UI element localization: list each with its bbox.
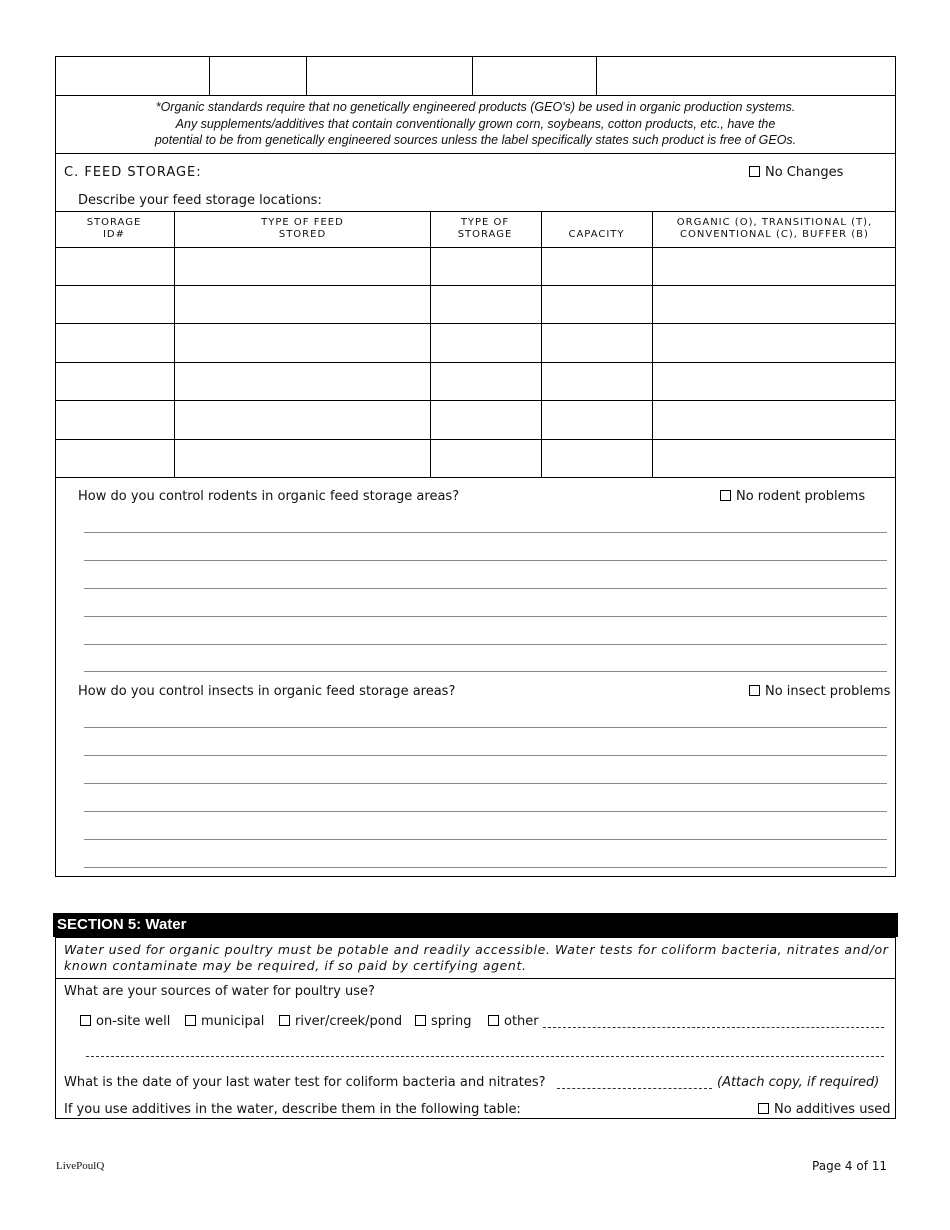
water-sources-question: What are your sources of water for poultry use? bbox=[64, 984, 375, 999]
source-option-spring[interactable] bbox=[415, 1014, 471, 1029]
table-column-rule bbox=[430, 211, 431, 478]
geo-note bbox=[55, 99, 896, 149]
municipal-checkbox[interactable] bbox=[185, 1015, 196, 1026]
river-label: river/creek/pond bbox=[295, 1014, 403, 1029]
no-changes-checkbox[interactable] bbox=[749, 166, 760, 177]
insect-answer-line[interactable] bbox=[84, 867, 887, 868]
additives-question: If you use additives in the water, describe them in the following table: bbox=[64, 1102, 521, 1117]
no-insect-label: No insect problems bbox=[765, 684, 891, 699]
water-sources-blank[interactable] bbox=[86, 1056, 884, 1057]
attach-copy-note: (Attach copy, if required) bbox=[717, 1075, 880, 1090]
no-additives-label: No additives used bbox=[774, 1102, 891, 1117]
insect-answer-line[interactable] bbox=[84, 727, 887, 728]
rodent-answer-line[interactable] bbox=[84, 588, 887, 589]
top-table-row bbox=[55, 56, 896, 96]
table-column-rule bbox=[541, 211, 542, 478]
rodent-answer-line[interactable] bbox=[84, 671, 887, 672]
page-number: Page 4 of 11 bbox=[812, 1159, 887, 1173]
onsite-well-label: on-site well bbox=[96, 1014, 171, 1029]
no-rodent-checkbox[interactable] bbox=[720, 490, 731, 501]
source-option-other[interactable] bbox=[488, 1014, 539, 1029]
geo-note-line2: Any supplements/additives that contain conventionally grown corn, soybeans, cotton products, etc., have the bbox=[175, 116, 776, 131]
section5-intro-rule bbox=[55, 978, 896, 979]
feed-storage-title: C. FEED STORAGE: bbox=[64, 165, 202, 180]
top-table-divider bbox=[209, 56, 210, 96]
source-option-municipal[interactable] bbox=[185, 1014, 264, 1029]
geo-note-line3: potential to be from genetically engineered sources unless the label specifically states such product is free of GEOs. bbox=[154, 133, 797, 147]
form-code: LivePoulQ bbox=[56, 1160, 105, 1172]
section5-title: SECTION 5: Water bbox=[57, 916, 187, 933]
municipal-label: municipal bbox=[201, 1014, 265, 1029]
col-header-status: ORGANIC (O), TRANSITIONAL (T), CONVENTIONAL (C), BUFFER (B) bbox=[676, 217, 873, 240]
col-header-feed-type: TYPE OF FEED STORED bbox=[261, 217, 344, 240]
spring-checkbox[interactable] bbox=[415, 1015, 426, 1026]
top-table-divider bbox=[306, 56, 307, 96]
onsite-well-checkbox[interactable] bbox=[80, 1015, 91, 1026]
spring-label: spring bbox=[431, 1014, 472, 1029]
section5-header bbox=[53, 913, 898, 937]
table-row-rule bbox=[55, 323, 896, 324]
top-table-divider bbox=[472, 56, 473, 96]
source-option-river[interactable] bbox=[279, 1014, 402, 1029]
table-row-rule bbox=[55, 439, 896, 440]
water-test-question: What is the date of your last water test for coliform bacteria and nitrates? bbox=[64, 1075, 546, 1090]
other-checkbox[interactable] bbox=[488, 1015, 499, 1026]
insect-question: How do you control insects in organic feed storage areas? bbox=[78, 684, 456, 699]
rodent-question: How do you control rodents in organic feed storage areas? bbox=[78, 489, 460, 504]
table-row-rule bbox=[55, 285, 896, 286]
insect-answer-line[interactable] bbox=[84, 839, 887, 840]
col-header-capacity: CAPACITY bbox=[568, 229, 625, 240]
river-checkbox[interactable] bbox=[279, 1015, 290, 1026]
storage-table-header-rule bbox=[55, 247, 896, 248]
no-additives-checkbox[interactable] bbox=[758, 1103, 769, 1114]
top-table-divider bbox=[596, 56, 597, 96]
source-option-onsite-well[interactable] bbox=[80, 1014, 170, 1029]
rodent-answer-line[interactable] bbox=[84, 532, 887, 533]
rodent-answer-line[interactable] bbox=[84, 644, 887, 645]
insect-answer-line[interactable] bbox=[84, 755, 887, 756]
section5-intro: Water used for organic poultry must be potable and readily accessible. Water tests for coliform bacteria, nitrates and/or known contaminate may be required, if so paid by certifying agent. bbox=[64, 942, 889, 973]
table-column-rule bbox=[652, 211, 653, 478]
describe-storage-label: Describe your feed storage locations: bbox=[78, 193, 322, 208]
other-label: other bbox=[504, 1014, 539, 1029]
insect-answer-line[interactable] bbox=[84, 783, 887, 784]
no-insect-checkbox[interactable] bbox=[749, 685, 760, 696]
storage-table bbox=[55, 211, 896, 478]
rodent-answer-line[interactable] bbox=[84, 560, 887, 561]
water-test-date-blank[interactable] bbox=[557, 1088, 712, 1089]
table-row-rule bbox=[55, 400, 896, 401]
col-header-storage-type: TYPE OF STORAGE bbox=[457, 217, 513, 240]
insect-answer-line[interactable] bbox=[84, 811, 887, 812]
no-additives-option[interactable] bbox=[758, 1102, 890, 1117]
other-source-blank[interactable] bbox=[543, 1027, 884, 1028]
table-row-rule bbox=[55, 362, 896, 363]
no-changes-label: No Changes bbox=[765, 165, 844, 180]
no-insect-option[interactable] bbox=[749, 684, 890, 699]
no-rodent-option[interactable] bbox=[720, 489, 865, 504]
no-changes-option[interactable] bbox=[749, 165, 843, 180]
geo-note-line1: *Organic standards require that no genetically engineered products (GEO's) be used in organic production systems. bbox=[155, 100, 796, 114]
table-column-rule bbox=[174, 211, 175, 478]
no-rodent-label: No rodent problems bbox=[736, 489, 866, 504]
col-header-storage-id: STORAGE ID# bbox=[86, 217, 142, 240]
rodent-answer-line[interactable] bbox=[84, 616, 887, 617]
